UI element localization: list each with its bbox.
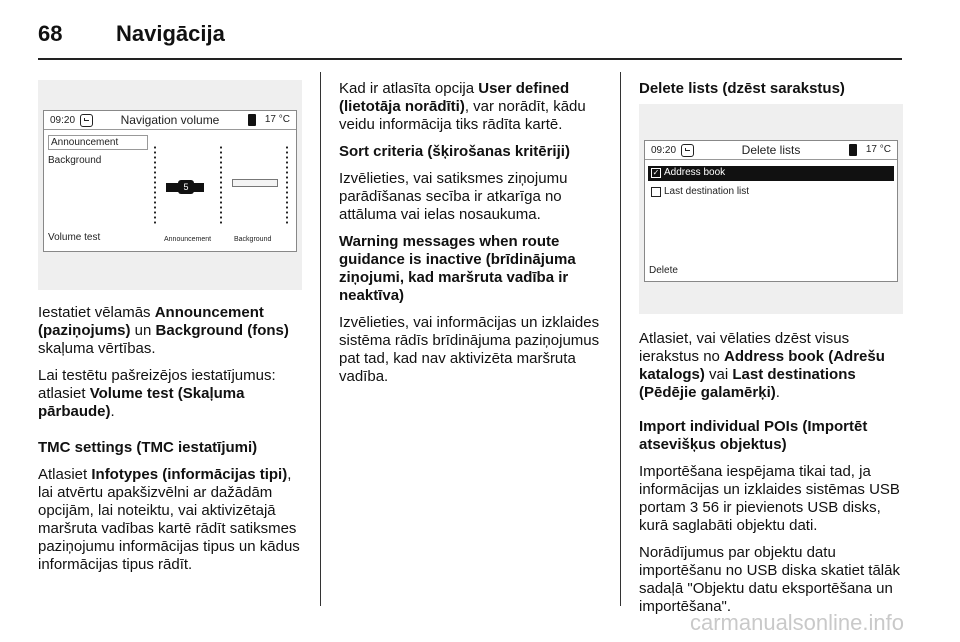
- heading-sort-criteria: Sort criteria (šķirošanas kritēriji): [339, 143, 570, 160]
- phone-icon: [248, 114, 256, 126]
- background-slider[interactable]: [232, 179, 278, 187]
- slider-track-left: [154, 145, 156, 225]
- screenshot-navigation-volume: [38, 80, 302, 290]
- screen-title-delete: Delete lists: [741, 143, 801, 157]
- column-1: [38, 304, 303, 583]
- paragraph-delete: Atlasiet, vai vēlaties dzēst visus ierakstus no Address book (Adrešu katalogs) vai Last destinations (Pēdējie galamērķi).: [639, 330, 885, 401]
- paragraph-import-instructions: Norādījumus par objektu datu importēšanu no USB diska skatiet tālāk sadaļā "Objektu datu eksportēšana un importēšana".: [639, 544, 900, 615]
- heading-warning-messages: Warning messages when route guidance is inactive (brīdinājuma ziņojumi, kad maršruta vadība ir neaktīva): [339, 233, 576, 304]
- column-divider-2: [620, 72, 621, 606]
- menu-item-background[interactable]: Background: [48, 155, 102, 166]
- screen-status-bar-delete: [645, 141, 897, 160]
- heading-delete-lists: Delete lists (dzēst sarakstus): [639, 80, 845, 97]
- page-reference-icon[interactable]: 3: [689, 499, 699, 516]
- screen-temperature-delete: 17 °C: [865, 144, 891, 155]
- paragraph-sort-criteria: Izvēlieties, vai satiksmes ziņojumu parādīšanas secība ir atkarīga no attāluma vai ielas nosaukuma.: [339, 170, 568, 223]
- slider-track-middle: [220, 145, 222, 225]
- column-divider-1: [320, 72, 321, 606]
- page-number: 68: [38, 21, 63, 46]
- paragraph-warning-messages: Izvēlieties, vai informācijas un izklaides sistēma rādīs brīdinājuma paziņojumus pat tad, kad nav aktivizēta maršruta vadība.: [339, 314, 600, 385]
- page-title: Navigācija: [116, 21, 225, 46]
- screen-display: [43, 110, 297, 252]
- slider-label-announcement: Announcement: [164, 236, 212, 243]
- checkbox-checked-icon[interactable]: ✓: [652, 168, 660, 177]
- screen-title: Navigation volume: [120, 113, 220, 127]
- paragraph-infotypes: Atlasiet Infotypes (informācijas tipi), lai atvērtu apakšizvēlni ar dažādām opcijām, lai noteiktu, vai aktivizētajā maršruta vadības kartē rādīt satiksmes paziņojumu informācijas tipus un kādus informācijas tipus rādīt.: [38, 466, 300, 573]
- column-3: [639, 330, 904, 625]
- menu-item-announcement[interactable]: Announcement: [48, 135, 148, 150]
- screen-status-bar: [44, 111, 296, 130]
- paragraph-import: Importēšana iespējama tikai tad, ja informācijas un izklaides sistēmas USB portam 3 56 ir pievienots USB disks, kurā saglabāti objektu dati.: [639, 463, 900, 534]
- screen-temperature: 17 °C: [264, 114, 290, 125]
- paragraph-volume: Iestatiet vēlamās Announcement (paziņojums) un Background (fons) skaļuma vērtības.: [38, 304, 289, 357]
- screen-time-delete: 09:20: [651, 145, 677, 156]
- list-item-label: Address book: [664, 167, 726, 178]
- page-header: [38, 14, 225, 54]
- screen-time: 09:20: [50, 115, 76, 126]
- slider-track-right: [286, 145, 288, 225]
- checkbox-unchecked-icon[interactable]: [651, 187, 661, 197]
- screenshot-delete-lists: [639, 104, 903, 314]
- header-rule: [38, 58, 902, 60]
- paragraph-user-defined: Kad ir atlasīta opcija User defined (lietotāja norādīti), var norādīt, kādu veidu informācija tiks rādīta kartē.: [339, 80, 586, 133]
- list-item-address-book[interactable]: [648, 166, 894, 181]
- heading-import-pois: Import individual POIs (Importēt atsevišķus objektus): [639, 418, 868, 453]
- screen-display-delete: [644, 140, 898, 282]
- phone-icon: [849, 144, 857, 156]
- watermark: carmanualsonline.info: [689, 610, 904, 635]
- slider-value: 5: [178, 180, 194, 194]
- delete-button[interactable]: Delete: [649, 265, 678, 276]
- column-2: [339, 80, 601, 395]
- menu-item-volume-test[interactable]: Volume test: [48, 232, 101, 243]
- column-3-heading: [639, 80, 904, 107]
- paragraph-volume-test: Lai testētu pašreizējos iestatījumus: atlasiet Volume test (Skaļuma pārbaude).: [38, 367, 276, 420]
- heading-tmc-settings: TMC settings (TMC iestatījumi): [38, 439, 258, 456]
- list-item-label: Last destination list: [664, 186, 750, 197]
- list-item-last-destinations[interactable]: [648, 185, 894, 200]
- announcement-slider[interactable]: [166, 183, 204, 192]
- slider-label-background: Background: [234, 236, 272, 243]
